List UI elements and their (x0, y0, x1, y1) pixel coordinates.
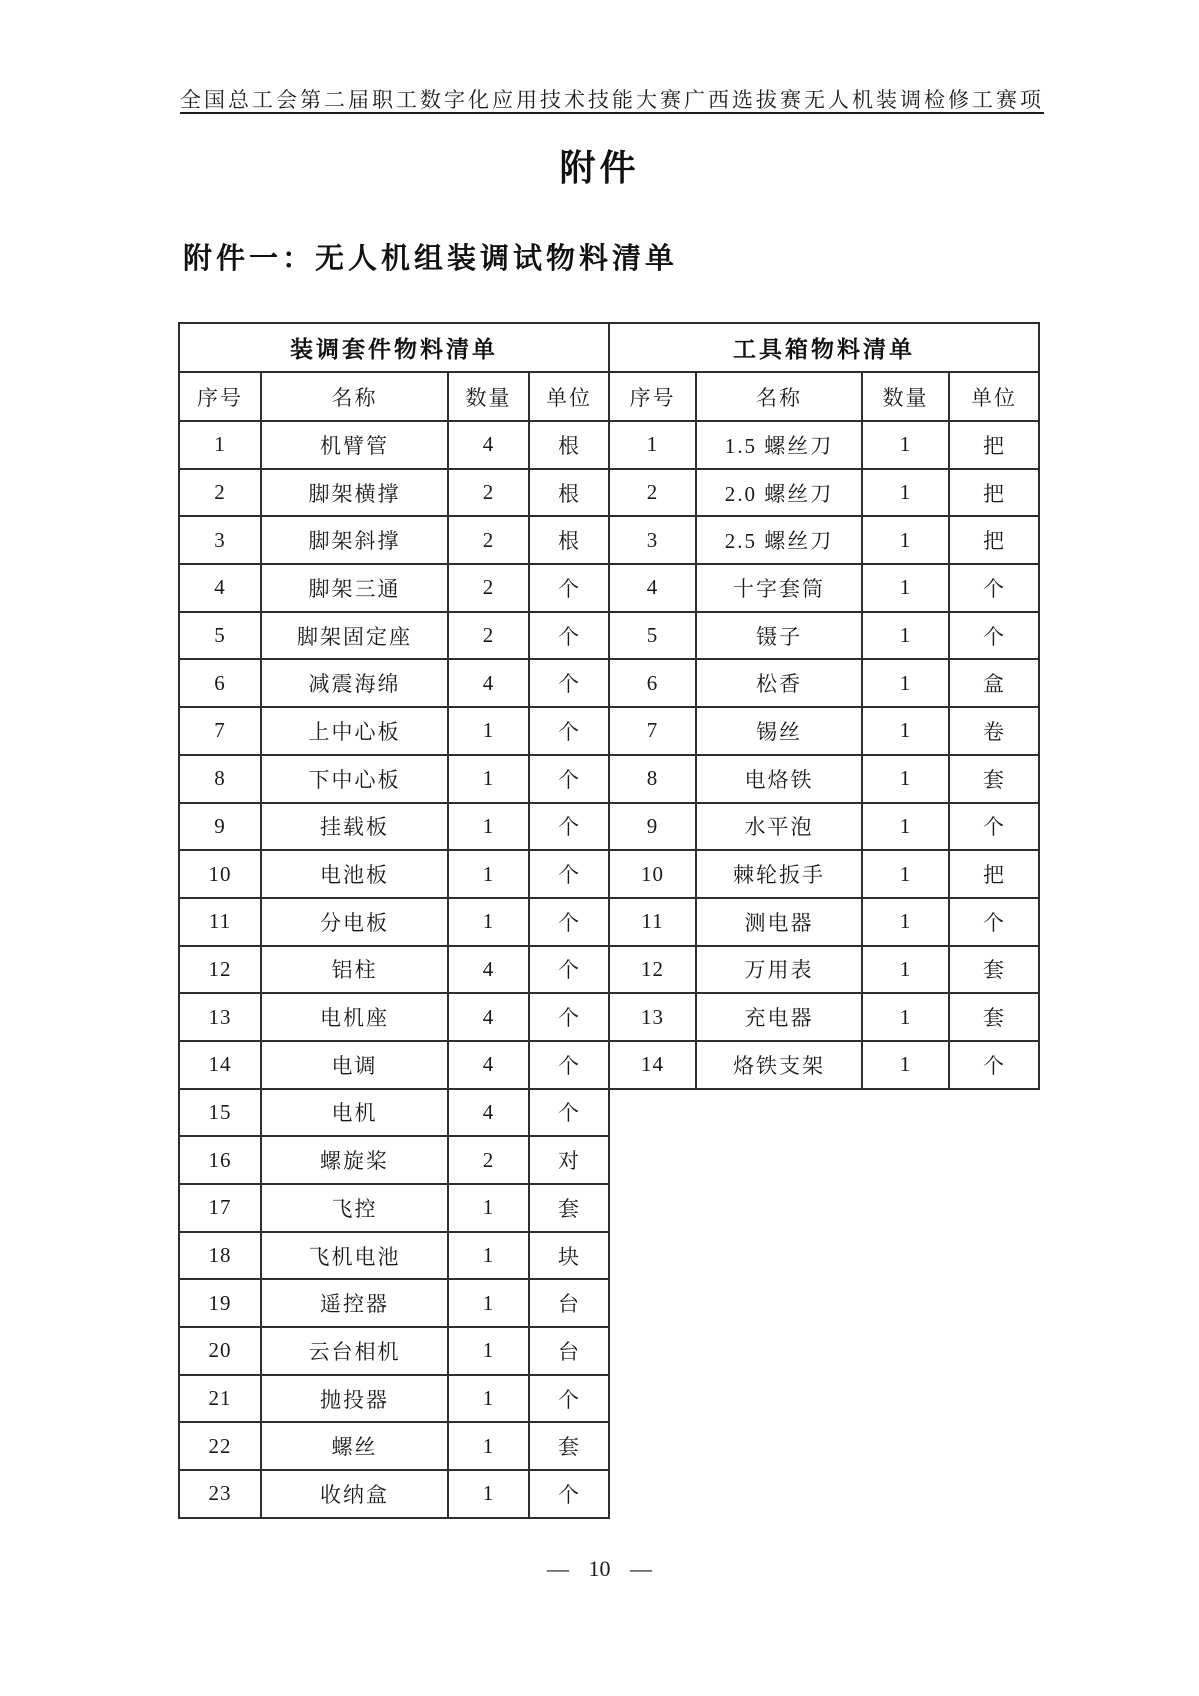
cell-qty: 2 (448, 1136, 529, 1184)
cell-name: 脚架斜撑 (261, 516, 448, 564)
table-group-header-row (179, 323, 1039, 372)
cell-qty: 1 (862, 1041, 949, 1089)
table-row (179, 707, 1039, 755)
cell-qty: 1 (448, 755, 529, 803)
table-row (179, 516, 1039, 564)
cell-unit: 套 (949, 755, 1039, 803)
cell-unit: 套 (529, 1422, 609, 1470)
cell-qty: 1 (448, 1279, 529, 1327)
cell-unit: 台 (529, 1327, 609, 1375)
cell-unit: 个 (949, 564, 1039, 612)
cell-unit: 卷 (949, 707, 1039, 755)
empty-region (609, 1089, 1039, 1518)
table-row (179, 1089, 1039, 1137)
cell-name: 2.5 螺丝刀 (696, 516, 862, 564)
column-header-name: 名称 (696, 372, 862, 421)
cell-name: 棘轮扳手 (696, 850, 862, 898)
cell-unit: 个 (529, 1375, 609, 1423)
cell-name: 电烙铁 (696, 755, 862, 803)
cell-name: 挂载板 (261, 803, 448, 851)
cell-qty: 1 (448, 1184, 529, 1232)
table-column-header-row (179, 372, 1039, 421)
cell-unit: 套 (949, 946, 1039, 994)
cell-qty: 1 (448, 898, 529, 946)
cell-name: 电机座 (261, 993, 448, 1041)
cell-qty: 1 (862, 612, 949, 660)
cell-name: 下中心板 (261, 755, 448, 803)
table-row (179, 659, 1039, 707)
cell-unit: 个 (529, 1041, 609, 1089)
cell-unit: 根 (529, 421, 609, 469)
table-row (179, 850, 1039, 898)
cell-seq: 20 (179, 1327, 261, 1375)
cell-name: 飞机电池 (261, 1232, 448, 1280)
cell-seq: 10 (609, 850, 696, 898)
cell-qty: 1 (862, 707, 949, 755)
cell-seq: 5 (609, 612, 696, 660)
cell-name: 充电器 (696, 993, 862, 1041)
right-list-title: 工具箱物料清单 (609, 323, 1039, 372)
table-row (179, 1041, 1039, 1089)
cell-seq: 17 (179, 1184, 261, 1232)
cell-qty: 1 (448, 1375, 529, 1423)
cell-name: 上中心板 (261, 707, 448, 755)
cell-unit: 个 (949, 803, 1039, 851)
cell-seq: 9 (609, 803, 696, 851)
cell-seq: 14 (179, 1041, 261, 1089)
cell-name: 收纳盒 (261, 1470, 448, 1518)
cell-name: 2.0 螺丝刀 (696, 469, 862, 517)
cell-qty: 1 (862, 421, 949, 469)
cell-unit: 个 (529, 707, 609, 755)
cell-name: 电池板 (261, 850, 448, 898)
cell-qty: 2 (448, 564, 529, 612)
cell-unit: 把 (949, 469, 1039, 517)
cell-seq: 22 (179, 1422, 261, 1470)
cell-seq: 14 (609, 1041, 696, 1089)
cell-name: 脚架横撑 (261, 469, 448, 517)
cell-name: 水平泡 (696, 803, 862, 851)
table-row (179, 755, 1039, 803)
column-header-name: 名称 (261, 372, 448, 421)
cell-seq: 21 (179, 1375, 261, 1423)
cell-qty: 1 (862, 516, 949, 564)
cell-seq: 6 (609, 659, 696, 707)
cell-seq: 12 (179, 946, 261, 994)
cell-unit: 个 (529, 564, 609, 612)
cell-seq: 23 (179, 1470, 261, 1518)
cell-unit: 台 (529, 1279, 609, 1327)
table-row (179, 803, 1039, 851)
cell-seq: 13 (609, 993, 696, 1041)
cell-seq: 12 (609, 946, 696, 994)
cell-name: 1.5 螺丝刀 (696, 421, 862, 469)
cell-qty: 1 (448, 1232, 529, 1280)
cell-qty: 1 (862, 755, 949, 803)
cell-seq: 15 (179, 1089, 261, 1137)
cell-name: 机臂管 (261, 421, 448, 469)
column-header-seq: 序号 (609, 372, 696, 421)
cell-seq: 4 (179, 564, 261, 612)
cell-unit: 个 (529, 850, 609, 898)
column-header-qty: 数量 (862, 372, 949, 421)
cell-seq: 3 (609, 516, 696, 564)
materials-table (178, 322, 1040, 1519)
cell-qty: 4 (448, 946, 529, 994)
cell-seq: 8 (609, 755, 696, 803)
cell-name: 抛投器 (261, 1375, 448, 1423)
cell-qty: 2 (448, 516, 529, 564)
cell-seq: 4 (609, 564, 696, 612)
cell-name: 螺旋桨 (261, 1136, 448, 1184)
cell-unit: 对 (529, 1136, 609, 1184)
cell-seq: 2 (179, 469, 261, 517)
cell-seq: 7 (609, 707, 696, 755)
cell-name: 测电器 (696, 898, 862, 946)
table-row (179, 993, 1039, 1041)
cell-unit: 个 (529, 1089, 609, 1137)
cell-qty: 1 (862, 659, 949, 707)
cell-seq: 2 (609, 469, 696, 517)
cell-qty: 1 (862, 469, 949, 517)
cell-seq: 5 (179, 612, 261, 660)
cell-seq: 16 (179, 1136, 261, 1184)
cell-name: 十字套筒 (696, 564, 862, 612)
attachment-subtitle: 附件一：无人机组装调试物料清单 (183, 243, 679, 275)
table-row (179, 612, 1039, 660)
column-header-seq: 序号 (179, 372, 261, 421)
cell-name: 万用表 (696, 946, 862, 994)
cell-unit: 个 (529, 755, 609, 803)
cell-qty: 1 (448, 1470, 529, 1518)
cell-qty: 1 (448, 803, 529, 851)
cell-seq: 7 (179, 707, 261, 755)
cell-unit: 套 (529, 1184, 609, 1232)
cell-qty: 1 (448, 707, 529, 755)
cell-qty: 4 (448, 659, 529, 707)
cell-unit: 套 (949, 993, 1039, 1041)
cell-seq: 13 (179, 993, 261, 1041)
cell-seq: 10 (179, 850, 261, 898)
left-list-title: 装调套件物料清单 (179, 323, 609, 372)
column-header-unit: 单位 (949, 372, 1039, 421)
cell-qty: 1 (862, 946, 949, 994)
cell-unit: 个 (529, 1470, 609, 1518)
table-row (179, 898, 1039, 946)
cell-seq: 8 (179, 755, 261, 803)
page-title: 附件 (559, 147, 640, 188)
cell-qty: 1 (448, 850, 529, 898)
cell-qty: 1 (448, 1422, 529, 1470)
cell-unit: 个 (949, 898, 1039, 946)
cell-seq: 11 (609, 898, 696, 946)
cell-seq: 9 (179, 803, 261, 851)
cell-qty: 2 (448, 469, 529, 517)
cell-name: 脚架固定座 (261, 612, 448, 660)
cell-unit: 根 (529, 469, 609, 517)
cell-qty: 1 (862, 564, 949, 612)
cell-name: 电调 (261, 1041, 448, 1089)
cell-unit: 盒 (949, 659, 1039, 707)
cell-unit: 个 (529, 993, 609, 1041)
cell-qty: 1 (862, 803, 949, 851)
cell-seq: 1 (609, 421, 696, 469)
cell-unit: 个 (949, 612, 1039, 660)
cell-unit: 个 (529, 946, 609, 994)
table-row (179, 564, 1039, 612)
cell-unit: 根 (529, 516, 609, 564)
cell-unit: 个 (949, 1041, 1039, 1089)
cell-seq: 19 (179, 1279, 261, 1327)
cell-qty: 2 (448, 612, 529, 660)
cell-qty: 4 (448, 421, 529, 469)
cell-name: 云台相机 (261, 1327, 448, 1375)
cell-unit: 个 (529, 898, 609, 946)
cell-qty: 1 (862, 898, 949, 946)
cell-unit: 把 (949, 850, 1039, 898)
cell-name: 脚架三通 (261, 564, 448, 612)
cell-seq: 6 (179, 659, 261, 707)
cell-name: 螺丝 (261, 1422, 448, 1470)
table-row (179, 946, 1039, 994)
cell-seq: 1 (179, 421, 261, 469)
column-header-unit: 单位 (529, 372, 609, 421)
cell-name: 遥控器 (261, 1279, 448, 1327)
cell-name: 镊子 (696, 612, 862, 660)
cell-qty: 1 (862, 993, 949, 1041)
cell-name: 锡丝 (696, 707, 862, 755)
cell-qty: 4 (448, 993, 529, 1041)
cell-unit: 把 (949, 516, 1039, 564)
cell-unit: 块 (529, 1232, 609, 1280)
cell-seq: 11 (179, 898, 261, 946)
cell-name: 飞控 (261, 1184, 448, 1232)
table-row (179, 421, 1039, 469)
page-number: — 10 — (547, 1556, 652, 1581)
cell-name: 松香 (696, 659, 862, 707)
cell-name: 电机 (261, 1089, 448, 1137)
table-row (179, 469, 1039, 517)
cell-qty: 1 (448, 1327, 529, 1375)
cell-unit: 个 (529, 659, 609, 707)
cell-qty: 1 (862, 850, 949, 898)
document-header-line: 全国总工会第二届职工数字化应用技术技能大赛广西选拔赛无人机装调检修工赛项 (180, 88, 1044, 112)
cell-unit: 把 (949, 421, 1039, 469)
cell-name: 减震海绵 (261, 659, 448, 707)
cell-qty: 4 (448, 1041, 529, 1089)
cell-qty: 4 (448, 1089, 529, 1137)
cell-unit: 个 (529, 803, 609, 851)
cell-name: 分电板 (261, 898, 448, 946)
cell-name: 烙铁支架 (696, 1041, 862, 1089)
cell-name: 铝柱 (261, 946, 448, 994)
cell-unit: 个 (529, 612, 609, 660)
cell-seq: 18 (179, 1232, 261, 1280)
cell-seq: 3 (179, 516, 261, 564)
column-header-qty: 数量 (448, 372, 529, 421)
